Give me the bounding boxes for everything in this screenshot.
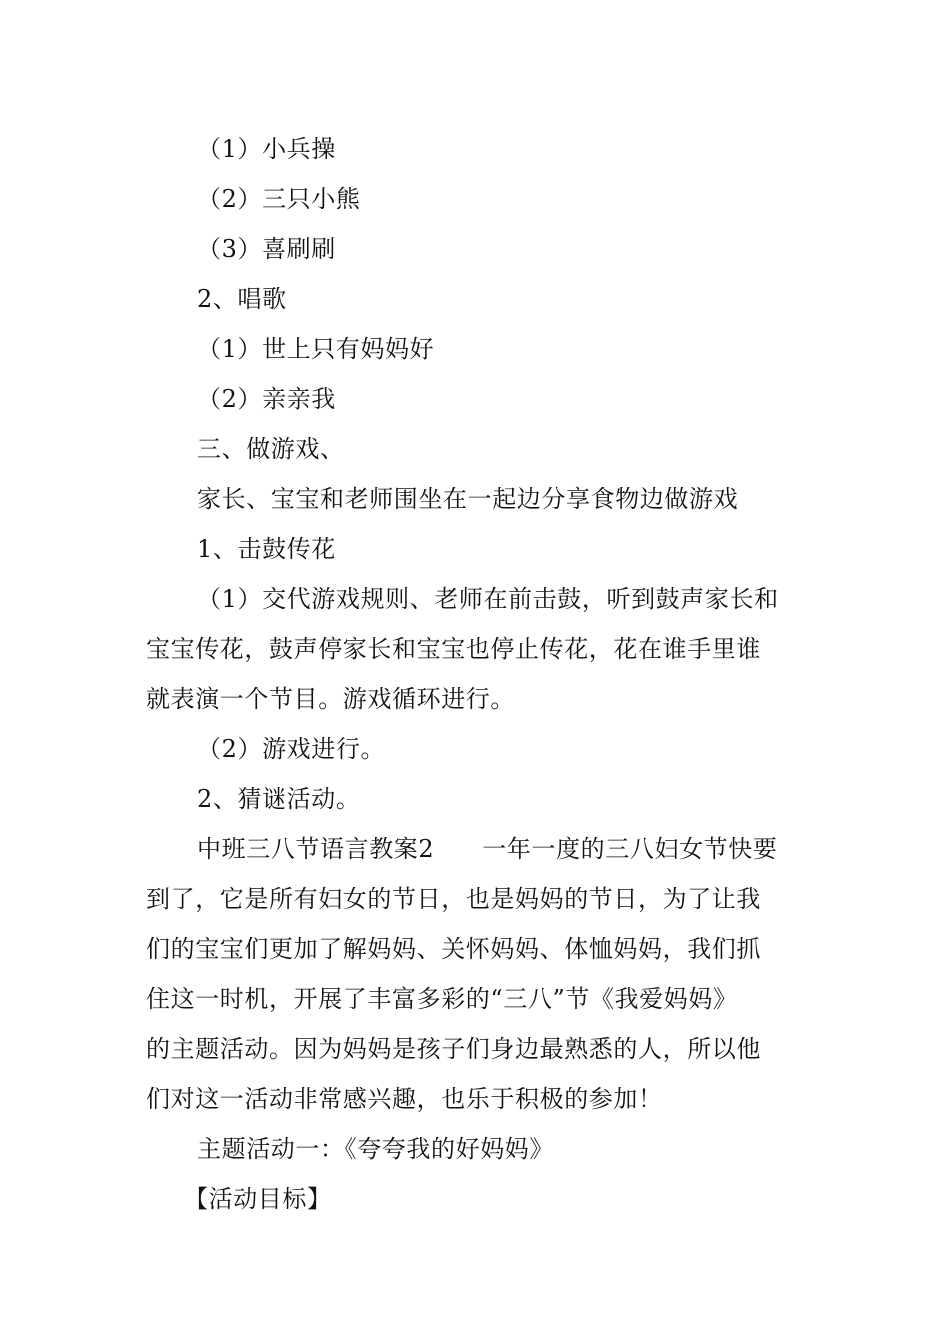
activity-goals-heading: 【活动目标】 [184,1185,332,1213]
paragraph-lesson-plan-2-line-6: 们对这一活动非常感兴趣，也乐于积极的参加！ [146,1085,663,1113]
paragraph-drum-rules-line-2: 宝宝传花，鼓声停家长和宝宝也停止传花，花在谁手里谁 [146,635,761,663]
paragraph-lesson-plan-2-line-1 [197,834,777,864]
lesson-plan-intro-start: 一年一度的三八妇女节快要 [482,835,778,863]
lesson-plan-title: 中班三八节语言教案2 [197,835,435,863]
list-item-exercise-2: （2）三只小熊 [197,185,361,213]
paragraph-drum-rules-line-3: 就表演一个节目。游戏循环进行。 [146,685,515,713]
paragraph-games-intro: 家长、宝宝和老师围坐在一起边分享食物边做游戏 [197,485,739,513]
paragraph-lesson-plan-2-line-3: 们的宝宝们更加了解妈妈、关怀妈妈、体恤妈妈，我们抓 [146,935,761,963]
section-heading-games: 三、做游戏、 [197,435,345,463]
subsection-heading-drum-game: 1、击鼓传花 [197,535,336,563]
list-item-song-2: （2）亲亲我 [197,385,336,413]
list-item-song-1: （1）世上只有妈妈好 [197,335,435,363]
paragraph-lesson-plan-2-line-2: 到了，它是所有妇女的节日，也是妈妈的节日，为了让我 [146,885,761,913]
section-heading-singing: 2、唱歌 [197,285,287,313]
theme-activity-heading: 主题活动一：《夸夸我的好妈妈》 [197,1135,554,1163]
paragraph-lesson-plan-2-line-5: 的主题活动。因为妈妈是孩子们身边最熟悉的人，所以他 [146,1035,761,1063]
list-item-game-proceeds: （2）游戏进行。 [197,735,386,763]
list-item-exercise-1: （1）小兵操 [197,135,336,163]
paragraph-drum-rules-line-1: （1）交代游戏规则、老师在前击鼓，听到鼓声家长和 [197,585,779,613]
paragraph-lesson-plan-2-line-4: 住这一时机，开展了丰富多彩的“三八”节《我爱妈妈》 [146,985,738,1013]
subsection-heading-riddles: 2、猜谜活动。 [197,785,361,813]
list-item-exercise-3: （3）喜刷刷 [197,235,336,263]
